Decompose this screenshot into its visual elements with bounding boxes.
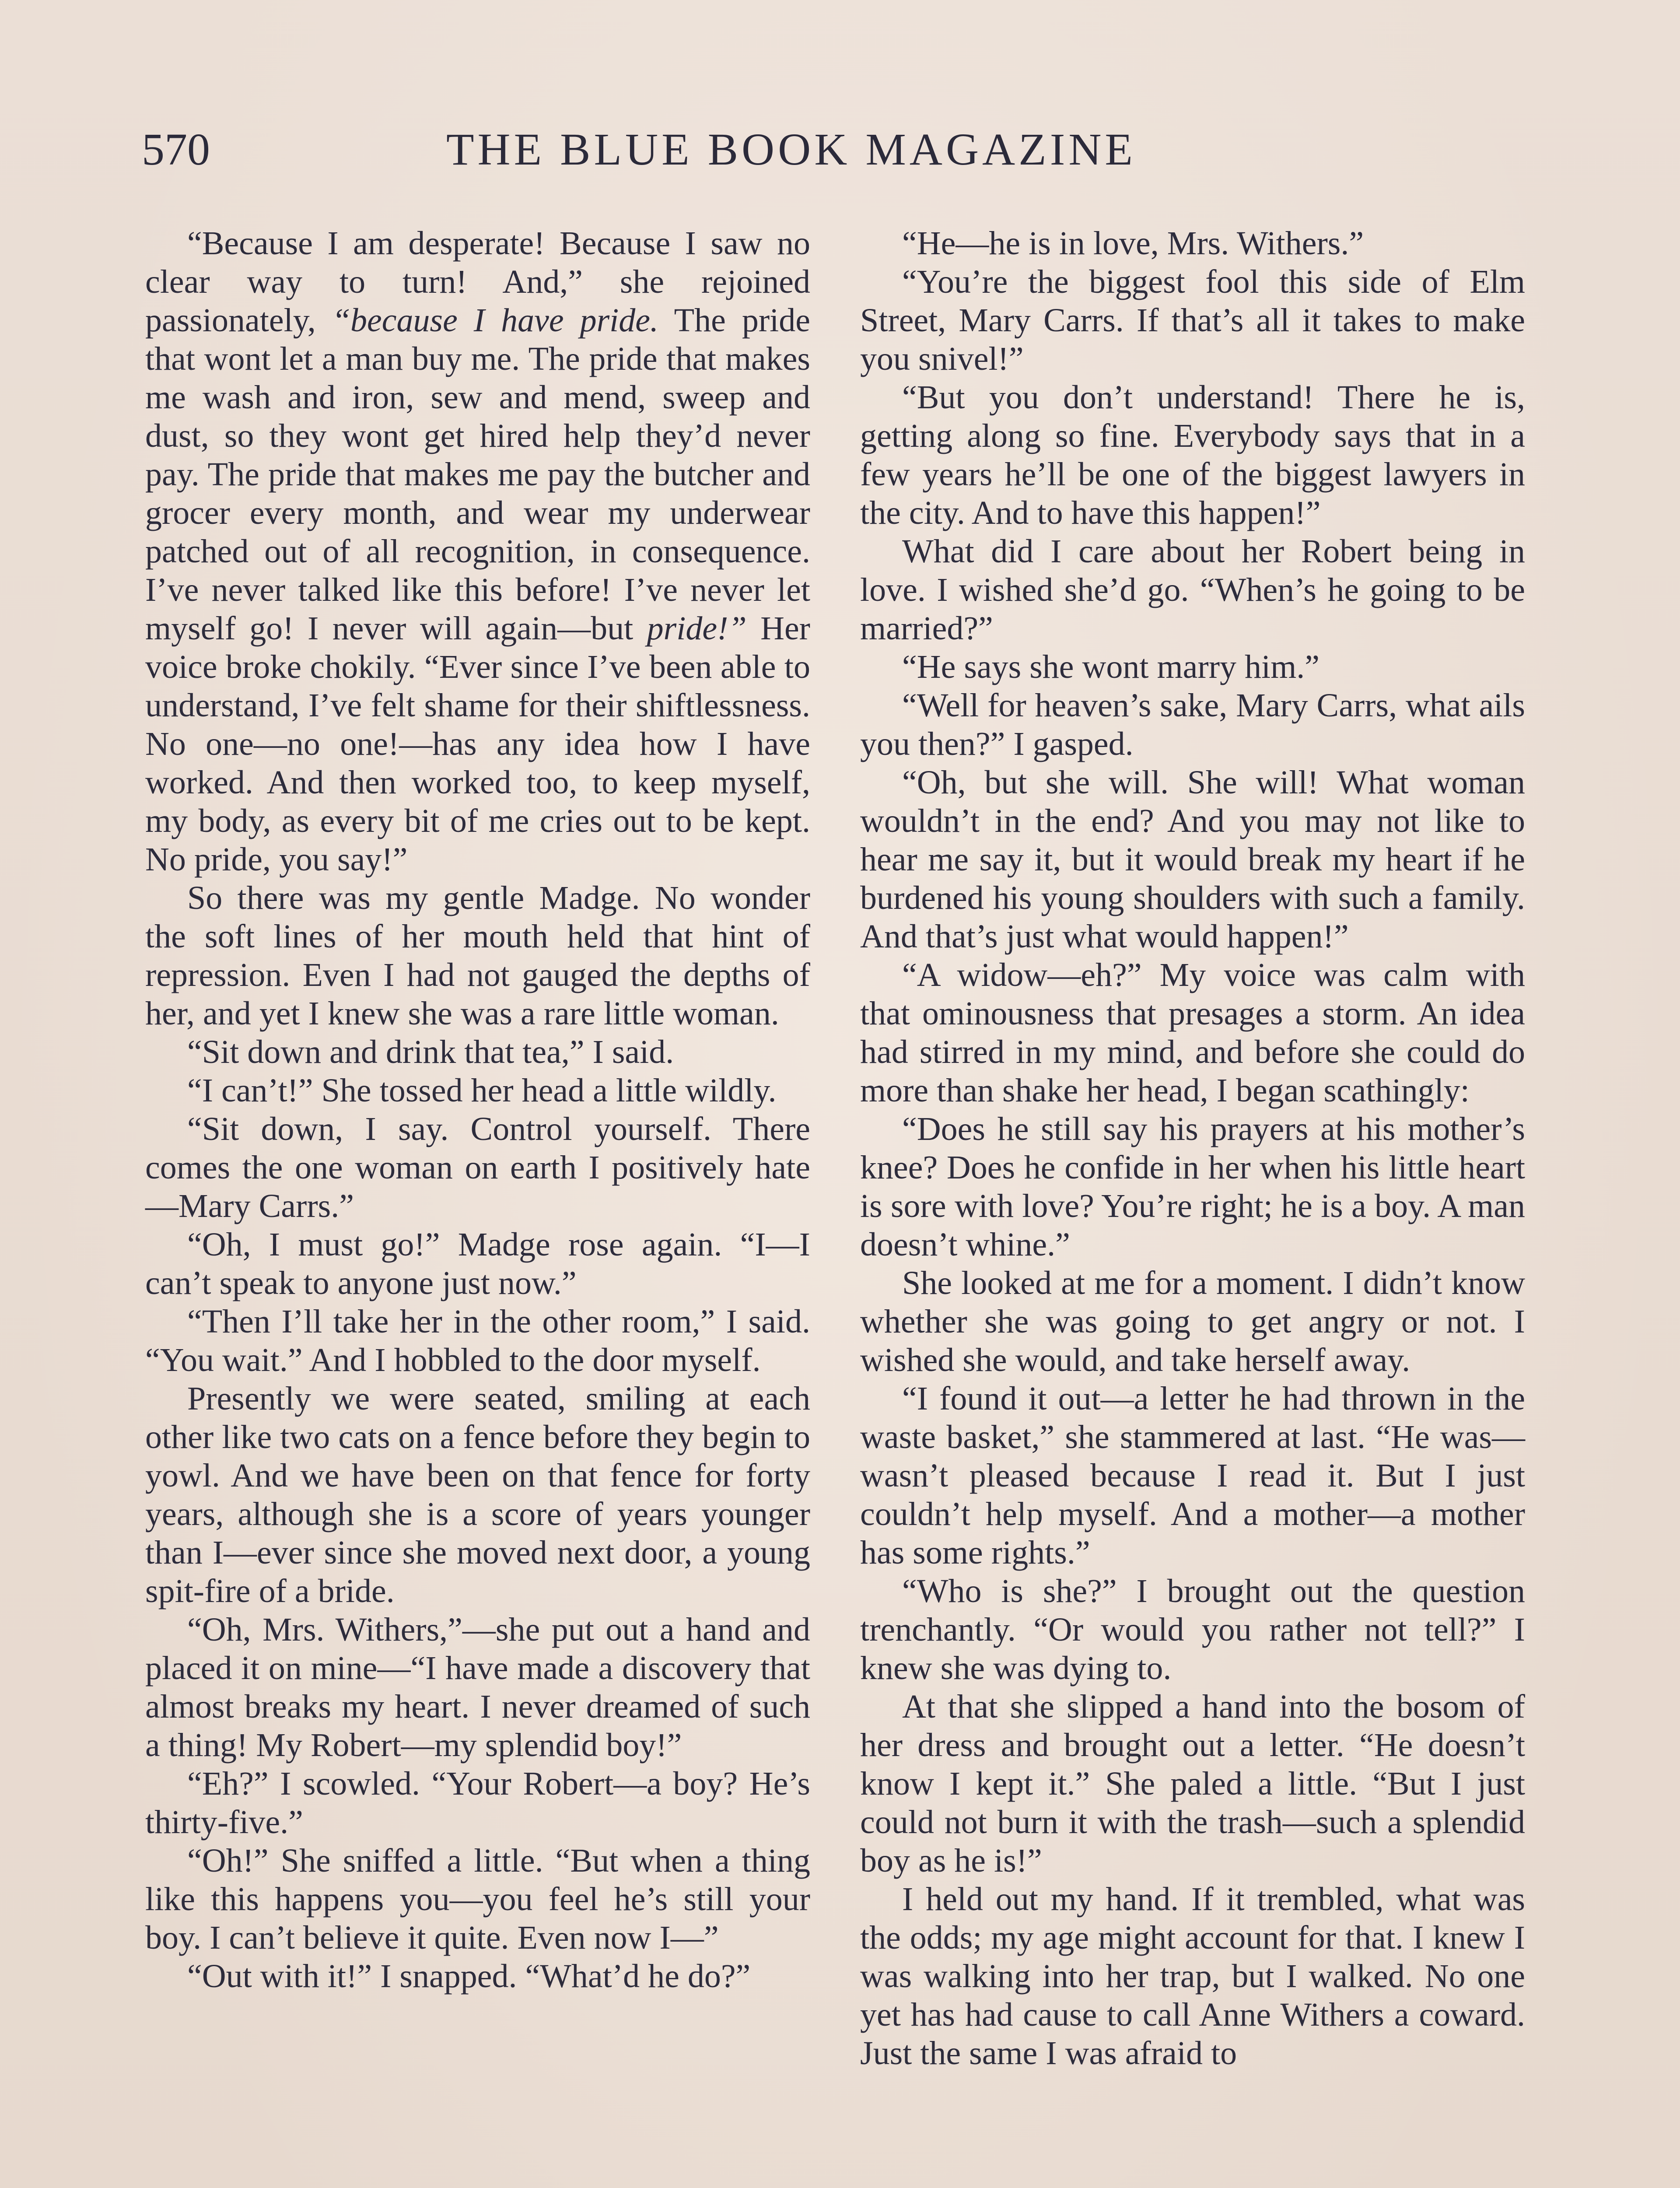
paragraph: “Oh, Mrs. Withers,”—she put out a hand and placed it on mine—“I have made a discovery that almost breaks my heart. I never dreamed of such a thing! My Robert—my splendid boy!” [145,1611,810,1764]
page-number: 570 [142,124,210,175]
paragraph: “Out with it!” I snapped. “What’d he do?” [187,1958,751,1995]
paragraph: “He—he is in love, Mrs. Withers.” [902,225,1364,262]
paragraph: Presently we were seated, smiling at each other like two cats on a fence before they begin to yowl. And we have been on that fence for forty years, although she is a score of years younger than I—ever since she moved next door, a young spit-fire of a bride. [145,1380,810,1609]
paragraph: She looked at me for a moment. I didn’t know whether she was going to get angry or not. I wished she would, and take herself away. [860,1265,1525,1378]
paragraph: “Then I’ll take her in the other room,” I said. “You wait.” And I hobbled to the door myself. [145,1303,810,1378]
italic-text: pride!” [647,610,747,647]
paragraph: “Does he still say his prayers at his mother’s knee? Does he confide in her when his little heart is sore with love? You’re right; he is a boy. A man doesn’t whine.” [860,1111,1525,1263]
paragraph: So there was my gentle Madge. No wonder the soft lines of her mouth held that hint of repression. Even I had not gauged the depths of her, and yet I knew she was a rare little woman. [145,880,810,1032]
paragraph: “A widow—eh?” My voice was calm with that ominousness that presages a storm. An idea had stirred in my mind, and before she could do more than shake her head, I began scathingly: [860,957,1525,1109]
text-run: Her voice broke chokily. “Ever since I’ve been able to understand, I’ve felt shame for their shiftlessness. No one—no one!—has any idea how I have worked. And then worked too, to keep myself, my body, as every bit of me cries out to be kept. No pride, you say!” [145,610,810,878]
paragraph: “Well for heaven’s sake, Mary Carrs, what ails you then?” I gasped. [860,687,1525,762]
paragraph [145,224,810,879]
paragraph: “Sit down and drink that tea,” I said. [187,1034,674,1070]
paragraph: “I can’t!” She tossed her head a little wildly. [187,1072,777,1109]
paragraph: What did I care about her Robert being in love. I wished she’d go. “When’s he going to be married?” [860,533,1525,647]
text-run: “Because I am desperate! Because I saw no clear way to turn! And,” she rejoined passionately, [145,225,810,339]
paragraph: “Oh!” She sniffed a little. “But when a thing like this happens you—you feel he’s still your boy. I can’t believe it quite. Even now I—” [145,1842,810,1956]
text-run: The pride that wont let a man buy me. The pride that makes me wash and iron, sew and mend, sweep and dust, so they wont get hired help they’d never pay. The pride that makes me pay the butcher and grocer every month, and wear my underwear patched out of all recognition, in consequence. I’ve never talked like this before! I’ve never let myself go! I never will again—but [145,302,810,647]
right-text-column [860,224,1525,2072]
italic-text: “because I have pride. [332,302,659,339]
paragraph: At that she slipped a hand into the bosom of her dress and brought out a letter. “He doesn’t know I kept it.” She paled a little. “But I just could not burn it with the trash—such a splendid boy as he is!” [860,1688,1525,1879]
paragraph: I held out my hand. If it trembled, what was the odds; my age might account for that. I knew I was walking into her trap, but I walked. No one yet has had cause to call Anne Withers a coward. Just the same I was afraid to [860,1881,1525,2072]
paragraph: “Sit down, I say. Control yourself. There comes the one woman on earth I positively hate—Mary Carrs.” [145,1111,810,1224]
paragraph: “You’re the biggest fool this side of Elm Street, Mary Carrs. If that’s all it takes to make you snivel!” [860,263,1525,377]
paragraph: “Eh?” I scowled. “Your Robert—a boy? He’s thirty-five.” [145,1765,810,1841]
left-text-column [145,224,810,1995]
magazine-title: THE BLUE BOOK MAGAZINE [446,124,1136,175]
paragraph: “He says she wont marry him.” [902,649,1320,685]
paragraph: “Oh, I must go!” Madge rose again. “I—I can’t speak to anyone just now.” [145,1226,810,1301]
paragraph: “I found it out—a letter he had thrown in the waste basket,” she stammered at last. “He was—wasn’t pleased because I read it. But I just couldn’t help myself. And a mother—a mother has some rights.” [860,1380,1525,1571]
paragraph: “But you don’t understand! There he is, getting along so fine. Everybody says that in a few years he’ll be one of the biggest lawyers in the city. And to have this happen!” [860,379,1525,531]
paragraph: “Who is she?” I brought out the question trenchantly. “Or would you rather not tell?” I knew she was dying to. [860,1573,1525,1687]
paragraph: “Oh, but she will. She will! What woman wouldn’t in the end? And you may not like to hear me say it, but it would break my heart if he burdened his young shoulders with such a family. And that’s just what would happen!” [860,764,1525,955]
